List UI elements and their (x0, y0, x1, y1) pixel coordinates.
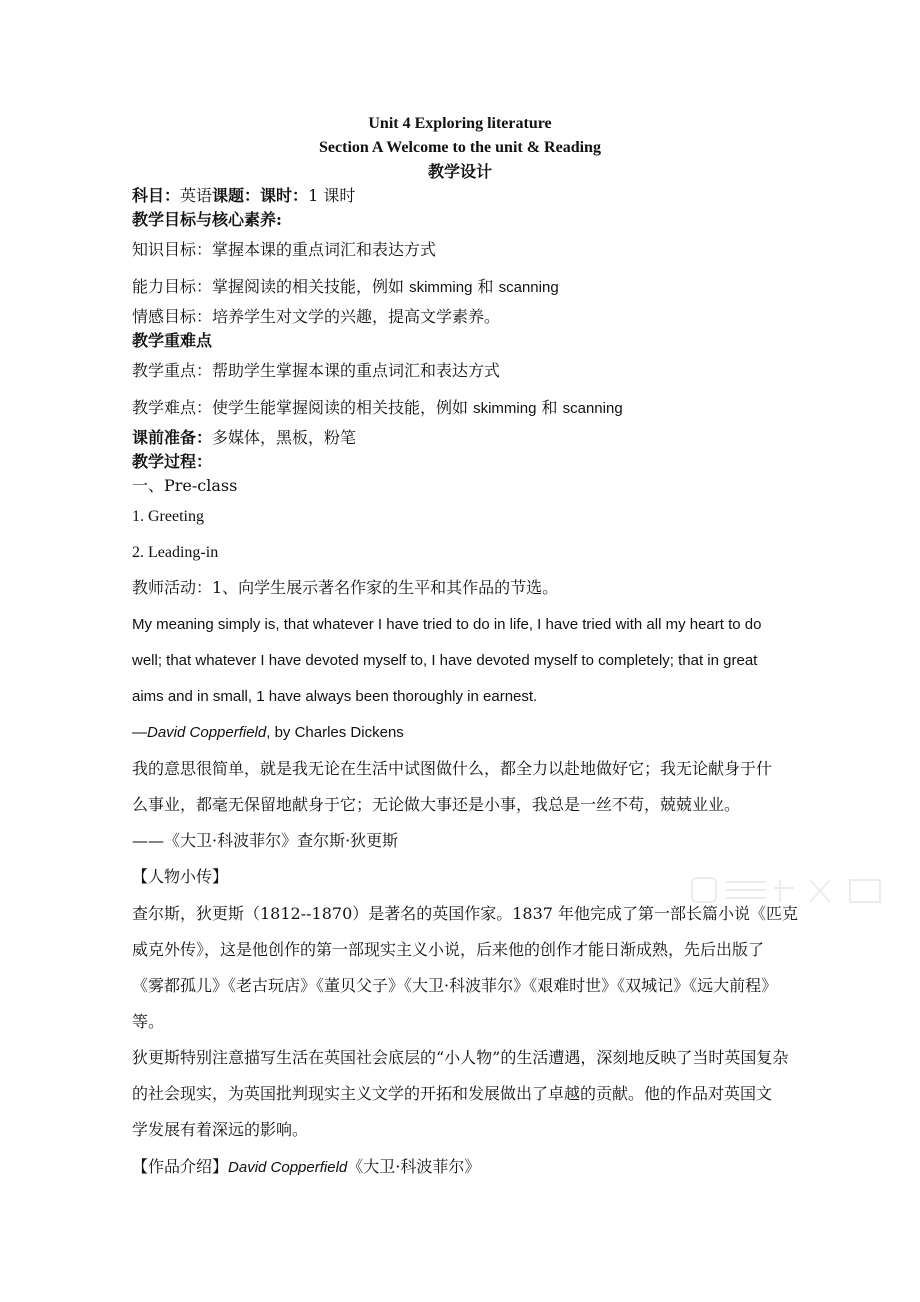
goals-heading: 教学目标与核心素养: (132, 210, 282, 229)
work-heading: 【作品介绍】 (132, 1157, 229, 1176)
quote-cn-line-1: 我的意思很简单，就是我无论在生活中试图做什么，都全力以赴地做好它；我无论献身于什 (132, 759, 773, 778)
topic-label: 课题： (212, 186, 261, 205)
doc-type-title: 教学设计 (427, 162, 492, 181)
work-line (132, 1156, 480, 1179)
section-title: Section A Welcome to the unit & Reading (319, 139, 601, 156)
subject-value: 英语 (180, 186, 213, 205)
process-step-preclass: 一、Pre-class (132, 476, 238, 495)
quote-cn-source: ——《大卫·科波菲尔》查尔斯·狄更斯 (132, 831, 399, 850)
subject-label: 科目： (132, 186, 181, 205)
work-title-en: David Copperfield (228, 1159, 348, 1176)
prep-label: 课前准备： (132, 428, 213, 447)
bio-p2-line-3: 学发展有着深远的影响。 (132, 1120, 309, 1139)
quote-source-author: , by Charles Dickens (266, 724, 404, 741)
goal-ability-text: 能力目标：掌握阅读的相关技能，例如 (132, 277, 410, 296)
goal-knowledge: 知识目标：掌握本课的重点词汇和表达方式 (132, 240, 437, 259)
key-difficulty-scanning: scanning (562, 400, 623, 417)
unit-title: Unit 4 Exploring literature (368, 115, 552, 132)
goal-ability-and: 和 (472, 277, 499, 296)
key-difficulty-skimming: skimming (473, 400, 537, 417)
bio-p2-line-2: 的社会现实，为英国批判现实主义文学的开拓和发展做出了卓越的贡献。他的作品对英国文 (132, 1084, 773, 1103)
process-heading: 教学过程： (132, 452, 213, 471)
goal-ability-scanning: scanning (498, 279, 559, 296)
watermark-shape (690, 870, 890, 910)
bio-p1-line-2: 威克外传》，这是他创作的第一部现实主义小说，后来他的创作才能日渐成熟，先后出版了 (132, 940, 765, 959)
quote-line-1: My meaning simply is, that whatever I have tried to do in life, I have tried with all my heart to do (132, 616, 762, 633)
quote-line-2: well; that whatever I have devoted myself to, I have devoted myself to completely; that in great (132, 652, 758, 669)
hours-value: 1 课时 (308, 186, 356, 205)
teacher-activity: 教师活动：1、向学生展示著名作家的生平和其作品的节选。 (132, 578, 559, 597)
prep-line (132, 427, 356, 449)
process-greeting: 1. Greeting (132, 508, 204, 525)
bio-p1-line-1: 查尔斯，狄更斯（1812--1870）是著名的英国作家。1837 年他完成了第一部长篇小说《匹克 (132, 904, 799, 923)
key-focus: 教学重点：帮助学生掌握本课的重点词汇和表达方式 (132, 361, 501, 380)
quote-source-title: David Copperfield (147, 724, 267, 741)
bio-p1-line-4: 等。 (132, 1012, 165, 1031)
bio-heading: 【人物小传】 (132, 867, 229, 886)
goal-ability (132, 276, 559, 299)
quote-source-dash: — (132, 724, 147, 741)
key-points-heading: 教学重难点 (132, 331, 213, 350)
bio-p1-line-3: 《雾都孤儿》《老古玩店》《董贝父子》《大卫·科波菲尔》《艰难时世》《双城记》《远大前程》 (132, 976, 778, 995)
goal-emotion: 情感目标：培养学生对文学的兴趣，提高文学素养。 (132, 307, 501, 326)
quote-line-3: aims and in small, 1 have always been thoroughly in earnest. (132, 688, 538, 705)
key-difficulty (132, 397, 623, 420)
prep-value: 多媒体，黑板，粉笔 (212, 428, 357, 447)
key-difficulty-and: 和 (536, 398, 563, 417)
process-leading-in: 2. Leading-in (132, 544, 219, 561)
work-title-cn: 《大卫·科波菲尔》 (347, 1157, 481, 1176)
quote-source (132, 722, 404, 744)
goal-ability-skimming: skimming (409, 279, 473, 296)
bio-p2-line-1: 狄更斯特别注意描写生活在英国社会底层的“小人物”的生活遭遇，深刻地反映了当时英国复杂 (132, 1048, 789, 1067)
quote-cn-line-2: 么事业，都毫无保留地献身于它；无论做大事还是小事，我总是一丝不苟，兢兢业业。 (132, 795, 741, 814)
key-difficulty-text: 教学难点：使学生能掌握阅读的相关技能，例如 (132, 398, 474, 417)
hours-label: 课时： (260, 186, 309, 205)
meta-line (132, 185, 355, 207)
watermark-logo (690, 870, 890, 917)
